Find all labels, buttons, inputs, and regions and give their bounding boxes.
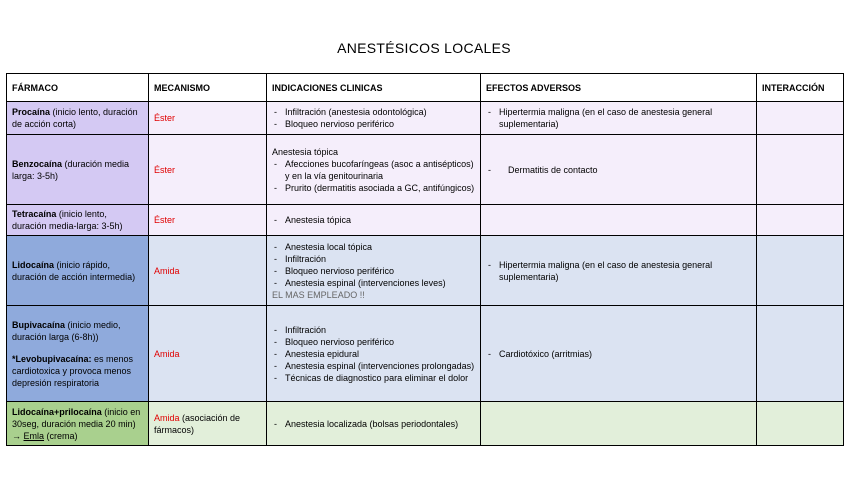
drug-cell: [7, 135, 149, 205]
adverse-item: - Hipertermia maligna (en el caso de anestesia general suplementaria): [486, 106, 751, 130]
indication-item: - Afecciones bucofaríngeas (asoc a antisépticos) y en la vía genitourinaria: [272, 158, 475, 182]
drug-cell: [7, 236, 149, 306]
adverse-item: - Hipertermia maligna (en el caso de anestesia general suplementaria): [486, 259, 751, 283]
arrow-icon: →: [12, 430, 24, 441]
table-row: [7, 306, 844, 402]
indications-header: Anestesia tópica: [272, 146, 339, 157]
drug-detail: (inicio en 30seg, duración media 20 min): [12, 406, 141, 429]
drug-cell: [7, 102, 149, 135]
drug-detail: (inicio medio, duración larga (6-8h)): [12, 319, 121, 342]
mechanism-cell: Éster: [149, 205, 267, 236]
interaction-cell: [757, 135, 844, 205]
header-mecanismo: MECANISMO: [149, 74, 267, 102]
mechanism-label: Amida: [154, 412, 180, 423]
indication-item: - Bloqueo nervioso periférico: [272, 265, 475, 277]
adverse-cell: [481, 402, 757, 446]
adverse-cell: [481, 135, 757, 205]
adverse-item: - Cardiotóxico (arritmias): [486, 348, 751, 360]
drug-cell: [7, 205, 149, 236]
indication-item: - Anestesia espinal (intervenciones prolongadas): [272, 360, 475, 372]
table-row: [7, 205, 844, 236]
header-indicaciones: INDICACIONES CLINICAS: [267, 74, 481, 102]
mechanism-cell: Éster: [149, 102, 267, 135]
header-efectos-adversos: EFECTOS ADVERSOS: [481, 74, 757, 102]
adverse-cell: [481, 102, 757, 135]
header-farmaco: FÁRMACO: [7, 74, 149, 102]
product-name: Emla: [23, 430, 45, 441]
interaction-cell: [757, 402, 844, 446]
drug-detail: (duración media larga: 3-5h): [12, 158, 130, 181]
drug-detail: (inicio lento, duración media-larga: 3-5h): [12, 209, 123, 231]
adverse-cell: [481, 306, 757, 402]
drug-name: Lidocaína+prilocaína: [12, 406, 102, 417]
anesthetics-table: [6, 73, 844, 446]
indications-note: EL MAS EMPLEADO !!: [272, 289, 365, 300]
indication-item: - Infiltración (anestesia odontológica): [272, 106, 475, 118]
adverse-cell: [481, 205, 757, 236]
drug-name: Bupivacaína: [12, 319, 66, 330]
mechanism-cell: Amida: [149, 236, 267, 306]
mechanism-cell: [149, 402, 267, 446]
interaction-cell: [757, 306, 844, 402]
drug-extra-detail: es menos cardiotoxica y provoca menos depresión respiratoria: [12, 353, 134, 388]
indication-item: - Anestesia epidural: [272, 348, 475, 360]
indication-item: - Bloqueo nervioso periférico: [272, 118, 475, 130]
drug-cell: [7, 402, 149, 446]
indication-item: - Infiltración: [272, 324, 475, 336]
mechanism-extra: (asociación de fármacos): [154, 412, 241, 435]
table-header-row: [7, 74, 844, 102]
indication-item: - Prurito (dermatitis asociada a GC, antifúngicos): [272, 182, 475, 194]
table-row: [7, 236, 844, 306]
drug-detail: (inicio lento, duración de acción corta): [12, 107, 138, 129]
mechanism-cell: Amida: [149, 306, 267, 402]
indication-item: - Anestesia espinal (intervenciones leves): [272, 277, 475, 289]
interaction-cell: [757, 102, 844, 135]
indication-item: - Anestesia local tópica: [272, 241, 475, 253]
indication-item: - Anestesia localizada (bolsas periodontales): [272, 418, 475, 430]
mechanism-cell: Éster: [149, 135, 267, 205]
indication-item: - Técnicas de diagnostico para eliminar el dolor: [272, 372, 475, 384]
table-row: [7, 402, 844, 446]
page-title: ANESTÉSICOS LOCALES: [337, 40, 511, 56]
drug-cell: [7, 306, 149, 402]
drug-name: Lidocaína: [12, 259, 55, 270]
indications-cell: [267, 306, 481, 402]
drug-name: Procaína: [12, 107, 51, 117]
indications-cell: [267, 135, 481, 205]
product-form: (crema): [44, 430, 78, 441]
indication-item: - Bloqueo nervioso periférico: [272, 336, 475, 348]
drug-extra-name: *Levobupivacaína:: [12, 353, 92, 364]
interaction-cell: [757, 205, 844, 236]
indications-cell: [267, 102, 481, 135]
adverse-item: - Dermatitis de contacto: [486, 164, 751, 176]
drug-name: Tetracaína: [12, 209, 57, 219]
indications-cell: [267, 205, 481, 236]
indication-item: - Anestesia tópica: [272, 214, 475, 226]
drug-detail: (inicio rápido, duración de acción intermedia): [12, 259, 136, 282]
indication-item: - Infiltración: [272, 253, 475, 265]
drug-name: Benzocaína: [12, 158, 63, 169]
header-interaccion: INTERACCIÓN: [757, 74, 844, 102]
table-row: [7, 135, 844, 205]
adverse-cell: [481, 236, 757, 306]
indications-cell: [267, 236, 481, 306]
table-row: [7, 102, 844, 135]
interaction-cell: [757, 236, 844, 306]
indications-cell: [267, 402, 481, 446]
